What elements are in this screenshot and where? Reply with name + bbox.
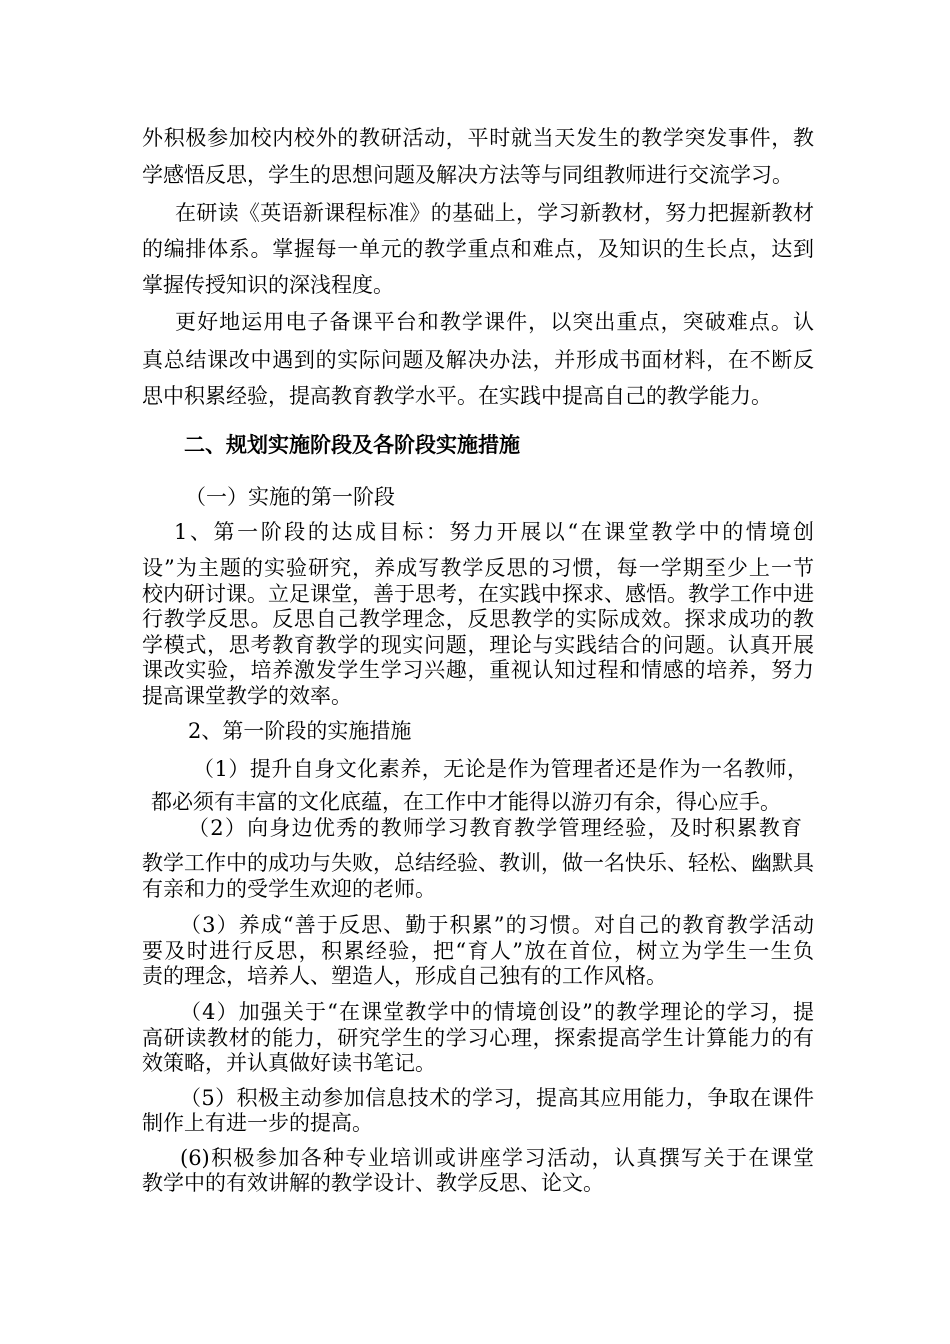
text-line: 教学中的有效讲解的教学设计、教学反思、论文。 xyxy=(142,1171,604,1195)
text-line: 真总结课改中遇到的实际问题及解决办法，并形成书面材料，在不断反 xyxy=(142,348,814,372)
text-line: （1）提升自身文化素养，无论是作为管理者还是作为一名教师， xyxy=(193,757,808,781)
text-line: 行教学反思。反思自己教学理念，反思教学的实际成效。探求成功的教 xyxy=(142,607,814,631)
text-line: 有亲和力的受学生欢迎的老师。 xyxy=(142,877,436,901)
text-line: 高研读教材的能力，研究学生的学习心理，探索提高学生计算能力的有 xyxy=(142,1026,814,1050)
text-line: 在研读《英语新课程标准》的基础上，学习新教材，努力把握新教材 xyxy=(175,201,814,225)
text-line: （4）加强关于“在课堂教学中的情境创设”的教学理论的学习，提 xyxy=(180,1000,814,1024)
text-line: 教学工作中的成功与失败，总结经验、教训，做一名快乐、轻松、幽默具 xyxy=(142,851,814,875)
text-line: 掌握传授知识的深浅程度。 xyxy=(142,273,394,297)
text-line: 1、第一阶段的达成目标：努力开展以“在课堂教学中的情境创 xyxy=(174,520,814,544)
text-line: (6)积极参加各种专业培训或讲座学习活动，认真撰写关于在课堂 xyxy=(180,1146,814,1170)
text-line: 校内研讨课。立足课堂，善于思考，在实践中探求、感悟。教学工作中进 xyxy=(142,582,814,606)
text-line: 的编排体系。掌握每一单元的教学重点和难点，及知识的生长点，达到 xyxy=(142,237,814,261)
text-line: 思中积累经验，提高教育教学水平。在实践中提高自己的教学能力。 xyxy=(142,384,772,408)
text-line: 都必须有丰富的文化底蕴，在工作中才能得以游刃有余，得心应手。 xyxy=(151,790,781,814)
text-line: 2、第一阶段的实施措施 xyxy=(188,719,412,743)
text-line: （2）向身边优秀的教师学习教育教学管理经验，及时积累教育 xyxy=(188,816,802,840)
text-line: 提高课堂教学的效率。 xyxy=(142,684,352,708)
text-line: 设”为主题的实验研究，养成写教学反思的习惯，每一学期至少上一节 xyxy=(142,556,814,580)
text-line: 效策略，并认真做好读书笔记。 xyxy=(142,1051,436,1075)
text-line: 更好地运用电子备课平台和教学课件，以突出重点，突破难点。认 xyxy=(175,310,814,334)
text-line: 学感悟反思，学生的思想问题及解决方法等与同组教师进行交流学习。 xyxy=(142,163,793,187)
text-line: 学模式，思考教育教学的现实问题，理论与实践结合的问题。认真开展 xyxy=(142,633,814,657)
subsection-heading: （一）实施的第一阶段 xyxy=(185,485,395,509)
text-line: 要及时进行反思，积累经验，把“育人”放在首位，树立为学生一生负 xyxy=(142,939,814,963)
text-line: 责的理念，培养人、塑造人，形成自己独有的工作风格。 xyxy=(142,964,667,988)
text-line: 课改实验，培养激发学生学习兴趣，重视认知过程和情感的培养，努力 xyxy=(142,658,814,682)
text-line: 制作上有进一步的提高。 xyxy=(142,1111,373,1135)
text-line: （5）积极主动参加信息技术的学习，提高其应用能力，争取在课件 xyxy=(180,1086,814,1110)
section-heading: 二、规划实施阶段及各阶段实施措施 xyxy=(184,432,520,457)
text-line: 外积极参加校内校外的教研活动，平时就当天发生的教学突发事件，教 xyxy=(142,126,814,150)
text-line: （3）养成“善于反思、勤于积累”的习惯。对自己的教育教学活动 xyxy=(180,913,814,937)
